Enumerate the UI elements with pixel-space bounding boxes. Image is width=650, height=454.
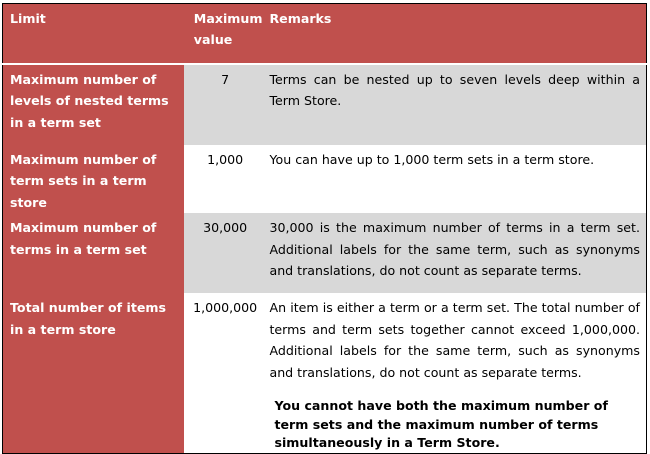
row-value-cell: 1,000	[184, 145, 267, 214]
term-store-limits-table	[2, 3, 647, 454]
table-header-row	[3, 4, 647, 64]
header-limit: Limit	[3, 4, 184, 64]
table-row	[3, 293, 647, 453]
header-max-value: Maximum value	[184, 4, 267, 64]
row-limit-cell: Maximum number of terms in a term set	[3, 213, 184, 293]
table-row	[3, 64, 647, 145]
row-value-cell: 7	[184, 64, 267, 145]
row-limit-cell: Maximum number of levels of nested terms in a term set	[3, 64, 184, 145]
row-limit-cell: Maximum number of term sets in a term store	[3, 145, 184, 214]
row-remarks-cell: Terms can be nested up to seven levels deep within a Term Store.	[266, 64, 646, 145]
table-row	[3, 145, 647, 214]
row-remarks-cell: You can have up to 1,000 term sets in a term store.	[266, 145, 646, 214]
header-remarks: Remarks	[266, 4, 646, 64]
row-remarks-cell: An item is either a term or a term set. The total number of terms and term sets together cannot exceed 1,000,000. Additional labels for the same term, such as synonyms and translations, do not count as separate terms. You cannot have both the maximum number of term sets and the maximum number of terms simultaneously in a Term Store.	[266, 293, 646, 453]
row-limit-cell: Total number of items in a term store	[3, 293, 184, 453]
row-remarks-cell: 30,000 is the maximum number of terms in a term set. Additional labels for the same term, such as synonyms and translations, do not count as separate terms.	[266, 213, 646, 293]
row-value-cell: 30,000	[184, 213, 267, 293]
table-row	[3, 213, 647, 293]
row-value-cell: 1,000,000	[184, 293, 267, 453]
simultaneous-limit-note: You cannot have both the maximum number of term sets and the maximum number of terms simultaneously in a Term Store.	[274, 398, 608, 450]
